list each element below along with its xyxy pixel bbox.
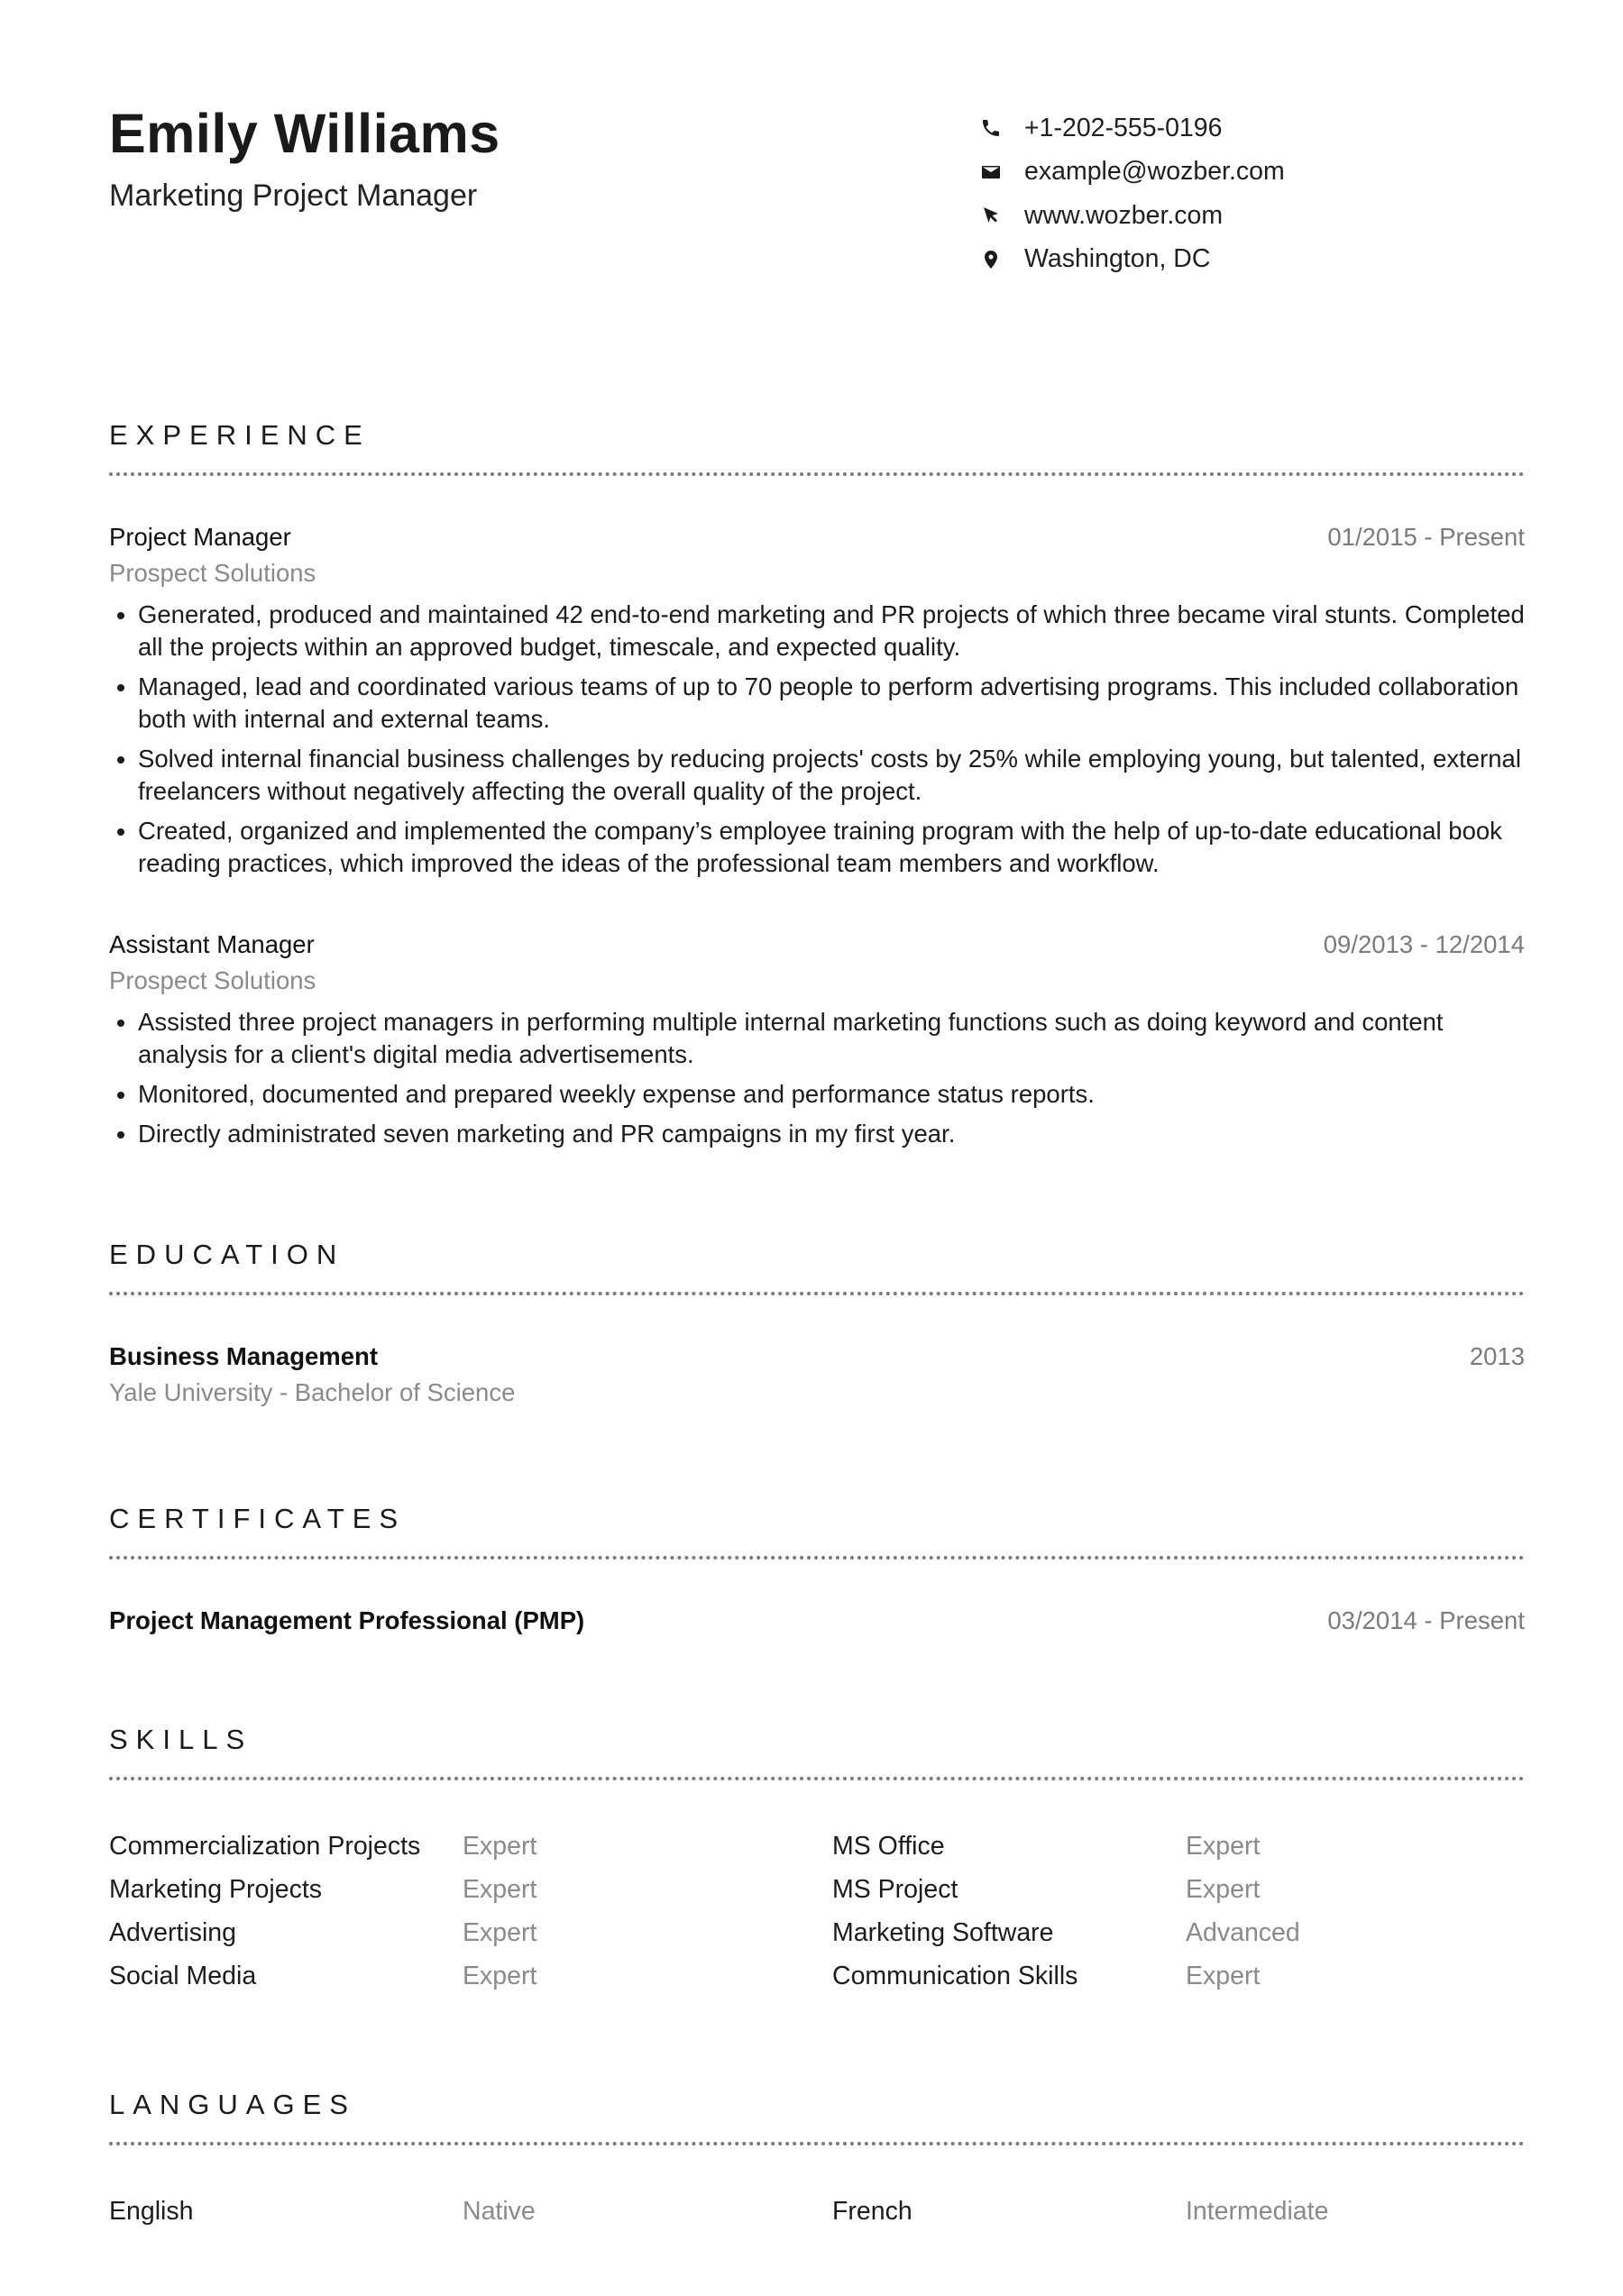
skill-level: Expert <box>1186 1962 1261 1990</box>
mail-icon <box>979 160 1003 184</box>
certificate-name: Project Management Professional (PMP) <box>109 1606 585 1634</box>
list-item: • Assisted three project managers in performing multiple internal marketing functions such as doing keyword and content analysis for a client's digital media advertisements. <box>138 1006 1527 1071</box>
experience-section <box>109 343 1524 1150</box>
skill-level: Expert <box>463 1832 537 1861</box>
skill-name: Commercialization Projects <box>109 1832 421 1861</box>
list-item: • Created, organized and implemented the company’s employee training program with the help of up-to-date educational book reading practices, which improved the ideas of the professional team members and workflow. <box>138 815 1527 880</box>
job-title: Project Manager <box>109 523 291 551</box>
list-item: • Managed, lead and coordinated various teams of up to 70 people to perform advertising programs. This included collaboration both with internal and external teams. <box>138 671 1527 736</box>
school-name: Yale University - Bachelor of Science <box>109 1378 516 1406</box>
contact-website-text: www.wozber.com <box>1024 200 1224 230</box>
company-name: Prospect Solutions <box>109 559 316 587</box>
contact-email[interactable] <box>979 151 1285 195</box>
phone-icon <box>979 116 1003 140</box>
skill-level: Advanced <box>1186 1918 1300 1947</box>
contact-location <box>979 238 1285 282</box>
skill-name: Marketing Software <box>832 1918 1054 1947</box>
skill-level: Expert <box>463 1875 537 1904</box>
list-item: • Monitored, documented and prepared weekly expense and performance status reports. <box>138 1078 1527 1111</box>
skills-grid <box>109 1831 1524 1991</box>
section-divider <box>109 1777 1525 1780</box>
candidate-name: Emily Williams <box>109 103 500 164</box>
job-bullets <box>109 1006 1527 1150</box>
languages-section <box>109 2090 1524 2227</box>
experience-entry <box>109 523 1524 880</box>
job-bullets <box>109 599 1527 880</box>
resume-header <box>109 0 1524 343</box>
skill-level: Expert <box>463 1962 537 1990</box>
degree-title: Business Management <box>109 1342 379 1370</box>
contact-website[interactable] <box>979 194 1285 238</box>
skill-name: Advertising <box>109 1918 236 1947</box>
list-item: • Solved internal financial business challenges by reducing projects' costs by 25% while employing young, but talented, external freelancers without negatively affecting the overall quality of the project. <box>138 743 1527 808</box>
company-name: Prospect Solutions <box>109 966 316 994</box>
skill-name: Communication Skills <box>832 1962 1078 1990</box>
language-level: Intermediate <box>1186 2197 1329 2226</box>
section-divider <box>109 1556 1525 1560</box>
education-heading: EDUCATION <box>109 1239 345 1270</box>
list-item: • Directly administrated seven marketing and PR campaigns in my first year. <box>138 1118 1527 1150</box>
experience-heading: EXPERIENCE <box>109 419 371 451</box>
skill-name: Marketing Projects <box>109 1875 323 1904</box>
skill-name: Social Media <box>109 1962 257 1990</box>
contact-phone-text: +1-202-555-0196 <box>1024 113 1223 142</box>
location-pin-icon <box>979 248 1003 271</box>
job-title: Assistant Manager <box>109 930 315 958</box>
certificates-heading: CERTIFICATES <box>109 1503 407 1534</box>
section-divider <box>109 472 1525 476</box>
skill-level: Expert <box>463 1918 537 1947</box>
job-date: 01/2015 - Present <box>1327 523 1525 551</box>
education-entry <box>109 1342 1524 1407</box>
contact-email-text: example@wozber.com <box>1024 157 1285 187</box>
language-name: English <box>109 2197 194 2226</box>
education-section <box>109 1240 1524 1407</box>
skills-heading: SKILLS <box>109 1724 253 1755</box>
section-divider <box>109 1292 1525 1295</box>
language-level: Native <box>463 2197 536 2226</box>
section-divider <box>109 2142 1525 2145</box>
candidate-role: Marketing Project Manager <box>109 178 478 213</box>
language-name: French <box>832 2197 912 2226</box>
certificate-entry <box>109 1606 1524 1635</box>
skills-section <box>109 1725 1524 1991</box>
contact-location-text: Washington, DC <box>1024 244 1211 274</box>
education-year: 2013 <box>1469 1342 1525 1370</box>
skill-level: Expert <box>1186 1832 1261 1861</box>
certificate-date: 03/2014 - Present <box>1327 1606 1525 1634</box>
skill-name: MS Office <box>832 1832 945 1861</box>
contact-list <box>979 106 1285 281</box>
languages-heading: LANGUAGES <box>109 2089 356 2120</box>
list-item: • Generated, produced and maintained 42 end-to-end marketing and PR projects of which three became viral stunts. Completed all the projects within an approved budget, timescale, and expected quality. <box>138 599 1527 663</box>
cursor-icon <box>979 204 1003 227</box>
certificates-section <box>109 1505 1524 1635</box>
languages-grid <box>109 2196 1524 2227</box>
skill-name: MS Project <box>832 1875 958 1904</box>
job-date: 09/2013 - 12/2014 <box>1323 930 1525 958</box>
experience-entry <box>109 930 1524 1150</box>
contact-phone[interactable] <box>979 106 1285 151</box>
skill-level: Expert <box>1186 1875 1261 1904</box>
